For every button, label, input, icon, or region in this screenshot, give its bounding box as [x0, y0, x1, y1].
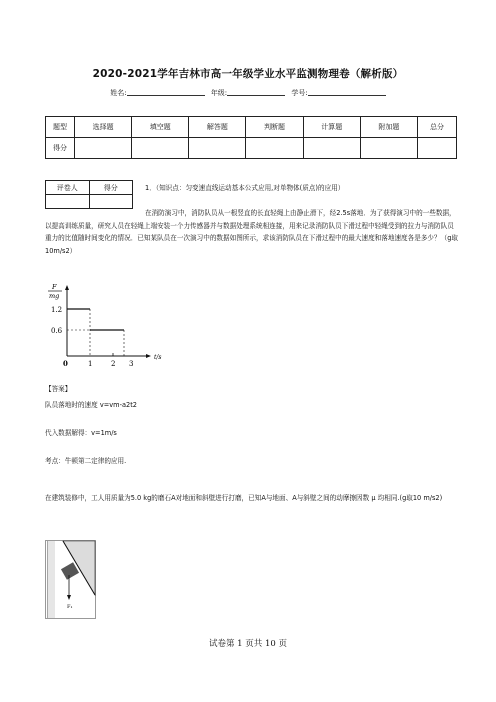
score-cell: 附加题 — [360, 117, 417, 138]
page-title: 2020-2021学年吉林市高一年级学业水平监测物理卷（解析版） — [92, 68, 404, 80]
score-cell: 填空题 — [132, 117, 189, 138]
answer-line-1: 队员落地时的速度 v=vm-a2t2 — [45, 401, 137, 409]
question-2-text: 在建筑装修中，工人用质量为5.0 kg的磨石A对地面和斜壁进行打磨，已知A与地面、A与斜壁之间的动摩擦因数 μ 均相同.(g取10 m/s2) — [45, 494, 443, 502]
x-tick-label: 3 — [129, 360, 134, 368]
incline-figure — [45, 540, 105, 620]
wall-hatch — [48, 541, 55, 618]
grader-box — [45, 180, 133, 209]
name-label: 姓名: — [110, 89, 127, 97]
y-label-bottom: mg — [49, 292, 60, 300]
force-time-graph — [40, 280, 170, 370]
score-cell: 选择题 — [75, 117, 132, 138]
score-cell: 得分 — [46, 138, 75, 159]
y-axis-arrow — [65, 285, 69, 290]
id-field — [308, 88, 386, 96]
page-footer: 试卷第 1 页共 10 页 — [208, 639, 288, 649]
score-table-header-row — [46, 117, 457, 138]
question-1-head: 1．（知识点：匀变速直线运动基本公式应用,对单物体(质点)的应用） — [145, 184, 345, 192]
answer-line-3: 考点：牛顿第二定律的应用. — [45, 457, 127, 465]
score-blank — [303, 138, 360, 159]
answer-label: 【答案】 — [45, 385, 72, 393]
y-tick-label: 0.6 — [51, 327, 63, 335]
grade-label: 年级: — [210, 89, 228, 97]
score-blank — [417, 138, 456, 159]
grader-label: 评卷人 — [46, 181, 90, 195]
score-cell: 判断题 — [246, 117, 303, 138]
score-cell: 计算题 — [303, 117, 360, 138]
x-axis-label: t/s — [154, 354, 162, 361]
score-blank — [246, 138, 303, 159]
score-table-score-row — [46, 138, 457, 159]
score-cell: 解答题 — [189, 117, 246, 138]
score-blank — [360, 138, 417, 159]
name-field — [127, 88, 205, 96]
question-1-text: 在消防演习中，消防队员从一根竖直的长直轻绳上由静止滑下，经2.5s落地．为了获得演习中的一些数据，以提高训练质量，研究人员在轻绳上端安装一个力传感器并与数据处理系统相连接，用来记录消防队员下滑过程中轻绳受到的拉力与消防队员重力的比值随时间变化的情况．已知某队员在一次演习中的数据如图所示，求该消防队员在下滑过程中的最大速度和落地速度各是多少？（g取10m/s2） — [45, 209, 458, 255]
answer-line-2: 代入数据解得：v=1m/s — [45, 429, 117, 437]
y-tick-label: 1.2 — [51, 306, 63, 314]
score-cell: 题型 — [46, 117, 75, 138]
id-label: 学号: — [291, 89, 308, 97]
score-cell: 总分 — [417, 117, 456, 138]
score-blank — [189, 138, 246, 159]
score-table — [45, 116, 457, 159]
score-blank — [75, 138, 132, 159]
force-arrowhead — [67, 595, 71, 600]
y-label-top: F — [52, 283, 57, 291]
grader-score-label: 得分 — [89, 181, 133, 195]
x-tick-label: 2 — [111, 360, 116, 368]
grade-field — [227, 88, 285, 96]
x-tick-label: 1 — [88, 360, 93, 368]
student-info — [0, 88, 496, 98]
x-tick-label: 0 — [63, 359, 68, 368]
force-label: F₁ — [67, 604, 73, 610]
score-blank — [132, 138, 189, 159]
grinding-stone — [61, 562, 79, 579]
x-axis-arrow — [146, 354, 151, 358]
